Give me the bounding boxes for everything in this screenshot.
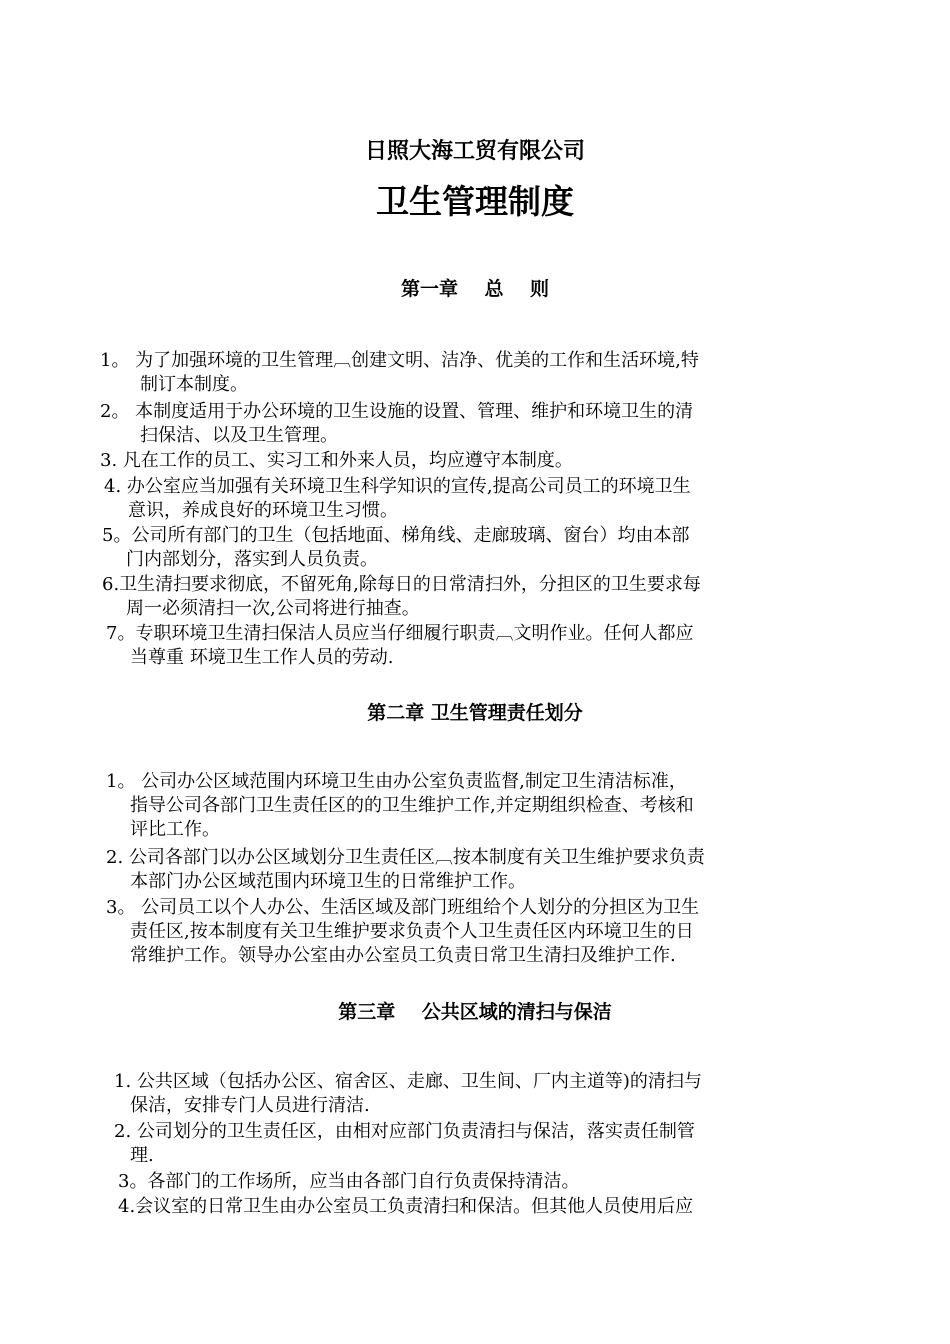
item-line: 当尊重 环境卫生工作人员的劳动. (130, 647, 394, 668)
item-line: 2. 公司各部门以办公区域划分卫生责任区︹按本制度有关卫生维护要求负责 (106, 847, 705, 868)
chapter-1-item-7 (106, 622, 693, 670)
chapter-2-heading: 第二章 卫生管理责任划分 (367, 702, 583, 724)
item-line: 保洁，安排专门人员进行清洁. (130, 1095, 370, 1116)
chapter-1-item-5 (102, 524, 689, 572)
chapter-3-item-2 (114, 1120, 695, 1168)
item-line: 6.卫生清扫要求彻底，不留死角,除每日的日常清扫外，分担区的卫生要求每 (102, 574, 701, 595)
item-line: 2. 公司划分的卫生责任区，由相对应部门负责清扫与保洁，落实责任制管 (114, 1121, 695, 1142)
item-line: 3. 凡在工作的员工、实习工和外来人员，均应遵守本制度。 (100, 450, 573, 471)
item-line: 1。 公司办公区域范围内环境卫生由办公室负责监督,制定卫生清洁标准， (106, 771, 687, 792)
item-line: 2。 本制度适用于办公环境的卫生设施的设置、管理、维护和环境卫生的清 (100, 401, 694, 422)
item-line: 评比工作。 (130, 819, 220, 840)
company-name: 日照大海工贸有限公司 (364, 139, 585, 164)
item-line: 意识，养成良好的环境卫生习惯。 (128, 500, 398, 521)
item-line: 5。公司所有部门的卫生（包括地面、梯角线、走廊玻璃、窗台）均由本部 (102, 525, 690, 546)
item-line: 1. 公共区域（包括办公区、宿舍区、走廊、卫生间、厂内主道等)的清扫与 (114, 1071, 702, 1092)
chapter-2-item-2 (106, 846, 705, 894)
chapter-1-heading: 第一章 总 则 (401, 278, 549, 300)
chapter-3-heading: 第三章 公共区域的清扫与保洁 (338, 1001, 612, 1023)
chapter-1-item-4 (104, 475, 691, 523)
item-line: 本部门办公区域范围内环境卫生的日常维护工作。 (130, 871, 526, 892)
chapter-3-item-4 (118, 1195, 693, 1219)
item-line: 3。 公司员工以个人办公、生活区域及部门班组给个人划分的分担区为卫生 (106, 897, 700, 918)
chapter-3-item-1 (114, 1070, 702, 1118)
item-line: 门内部划分，落实到人员负责。 (126, 549, 378, 570)
chapter-1-item-3 (100, 449, 573, 473)
document-title: 卫生管理制度 (376, 182, 574, 221)
item-line: 制订本制度。 (140, 374, 248, 395)
chapter-3-item-3 (118, 1170, 579, 1194)
chapter-1-item-1 (100, 349, 699, 397)
item-line: 7。专职环境卫生清扫保洁人员应当仔细履行职责︹文明作业。任何人都应 (106, 623, 694, 644)
item-line: 扫保洁、以及卫生管理。 (140, 425, 338, 446)
item-line: 常维护工作。领导办公室由办公室员工负责日常卫生清扫及维护工作. (130, 945, 676, 966)
item-line: 理. (130, 1145, 154, 1166)
chapter-2-item-1 (106, 770, 694, 842)
item-line: 周一必须清扫一次,公司将进行抽查。 (126, 598, 420, 619)
chapter-1-item-2 (100, 400, 693, 448)
chapter-2-item-3 (106, 896, 699, 968)
item-line: 责任区,按本制度有关卫生维护要求负责个人卫生责任区内环境卫生的日 (130, 921, 694, 942)
chapter-1-item-6 (102, 573, 701, 621)
item-line: 4.会议室的日常卫生由办公室员工负责清扫和保洁。但其他人员使用后应 (118, 1196, 694, 1217)
item-line: 1。 为了加强环境的卫生管理︹创建文明、洁净、优美的工作和生活环境,特 (100, 350, 699, 371)
item-line: 指导公司各部门卫生责任区的的卫生维护工作,并定期组织检查、考核和 (130, 795, 694, 816)
item-line: 4. 办公室应当加强有关环境卫生科学知识的宣传,提高公司员工的环境卫生 (104, 476, 691, 497)
item-line: 3。各部门的工作场所，应当由各部门自行负责保持清洁。 (118, 1171, 580, 1192)
